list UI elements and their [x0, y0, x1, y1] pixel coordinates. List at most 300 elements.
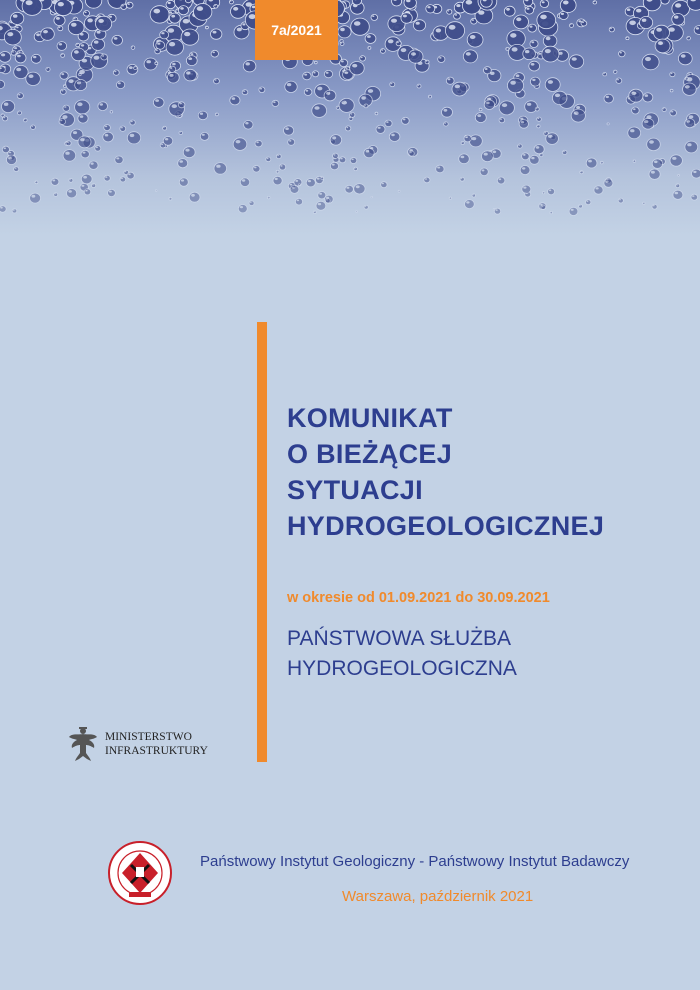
droplet: [449, 197, 451, 199]
title-line-2: O BIEŻĄCEJ: [287, 439, 453, 469]
droplet: [76, 43, 80, 46]
droplet: [540, 153, 543, 156]
droplet: [155, 49, 161, 54]
droplet: [104, 175, 110, 181]
droplet: [233, 138, 247, 151]
droplet: [537, 125, 540, 128]
droplet: [613, 70, 617, 73]
droplet: [214, 163, 227, 175]
droplet: [325, 199, 330, 203]
droplet: [593, 1, 597, 4]
droplet: [98, 102, 108, 111]
droplet: [417, 84, 421, 88]
droplet: [616, 78, 622, 83]
droplet: [376, 125, 385, 133]
droplet: [318, 192, 326, 199]
droplet: [380, 49, 385, 54]
droplet: [425, 60, 429, 64]
droplet: [78, 136, 91, 148]
droplet: [198, 111, 207, 120]
droplet: [2, 100, 15, 112]
droplet: [438, 56, 445, 63]
droplet: [312, 71, 318, 77]
droplet: [51, 178, 59, 185]
droplet: [150, 6, 169, 23]
droplet: [84, 11, 90, 17]
droplet: [424, 177, 430, 183]
droplet: [103, 132, 114, 142]
droplet: [304, 89, 312, 96]
droplet: [629, 89, 643, 102]
droplet: [670, 72, 675, 77]
title-line-1: KOMUNIKAT: [287, 403, 453, 433]
droplet: [179, 6, 189, 15]
droplet: [385, 120, 392, 127]
droplet: [255, 140, 262, 147]
droplet: [288, 139, 295, 145]
droplet: [381, 182, 387, 188]
droplet: [156, 41, 165, 49]
droplet: [594, 186, 603, 194]
droplet: [55, 0, 73, 16]
droplet: [101, 54, 108, 60]
droplet: [92, 184, 96, 188]
droplet: [96, 16, 112, 31]
droplet: [484, 67, 492, 74]
pig-institute-logo: [107, 840, 173, 906]
droplet: [120, 177, 126, 182]
droplet: [522, 153, 530, 160]
droplet: [11, 51, 16, 56]
droplet: [642, 54, 659, 70]
droplet: [240, 178, 249, 187]
droplet: [654, 25, 670, 40]
droplets-pattern: [0, 0, 700, 235]
droplet: [652, 204, 657, 209]
droplet: [92, 38, 105, 50]
droplet: [14, 167, 19, 172]
service-line-1: PAŃSTWOWA SŁUŻBA: [287, 627, 512, 650]
droplet: [365, 34, 376, 44]
droplet: [364, 205, 368, 209]
droplet: [649, 169, 660, 179]
droplet: [626, 37, 629, 40]
droplet: [211, 50, 218, 57]
droplet: [445, 22, 464, 40]
title-line-4: HYDROGEOLOGICZNEJ: [287, 511, 605, 541]
droplet: [276, 154, 281, 158]
droplet: [571, 109, 585, 122]
droplet: [541, 205, 546, 209]
droplet: [215, 113, 218, 116]
droplet: [482, 151, 494, 162]
droplet: [338, 26, 351, 38]
droplet: [104, 125, 111, 131]
droplet: [167, 72, 179, 83]
droplet: [447, 9, 452, 14]
droplet: [460, 177, 464, 181]
droplet: [670, 155, 682, 166]
droplet: [560, 0, 576, 13]
droplet: [692, 169, 700, 178]
droplet: [392, 0, 402, 6]
droplet: [303, 72, 311, 80]
droplet: [253, 166, 260, 173]
droplet: [640, 16, 653, 28]
droplet: [169, 197, 172, 200]
title-line-3: SYTUACJI: [287, 475, 423, 505]
droplet: [186, 56, 197, 66]
droplet: [618, 198, 623, 203]
droplet: [507, 78, 523, 93]
droplet: [540, 0, 548, 8]
droplet: [127, 172, 134, 179]
droplet: [299, 184, 301, 186]
droplet: [242, 90, 248, 95]
droplet: [481, 0, 493, 7]
droplet: [356, 211, 358, 213]
droplet: [113, 70, 119, 75]
droplet: [530, 40, 538, 47]
droplet: [586, 158, 597, 168]
droplet: [6, 155, 16, 164]
droplet: [528, 24, 537, 32]
droplet: [402, 117, 410, 124]
droplet: [647, 138, 661, 151]
droplet: [110, 111, 113, 113]
droplet: [364, 148, 374, 158]
droplet: [586, 200, 591, 205]
droplet: [81, 174, 92, 184]
droplet: [350, 158, 357, 164]
droplet: [160, 31, 169, 39]
droplet: [390, 82, 395, 87]
droplet: [694, 26, 700, 35]
droplet: [685, 141, 698, 153]
droplet: [442, 107, 453, 117]
droplet: [633, 160, 636, 162]
droplet: [467, 33, 483, 48]
droplet: [401, 13, 412, 24]
droplet: [276, 170, 279, 173]
droplet: [642, 118, 654, 129]
droplet: [46, 67, 50, 71]
droplet: [166, 0, 175, 8]
droplet: [30, 193, 41, 203]
droplet: [368, 47, 371, 50]
droplet: [465, 200, 475, 209]
document-title: [287, 400, 604, 544]
droplet: [499, 101, 514, 115]
ministry-line-2: INFRASTRUKTURY: [105, 745, 208, 757]
droplet: [600, 161, 603, 164]
droplet: [413, 20, 425, 31]
droplet: [285, 81, 297, 92]
droplet: [134, 66, 138, 69]
droplet: [569, 207, 578, 215]
droplet: [340, 59, 348, 66]
droplet: [604, 179, 613, 187]
droplet: [643, 202, 645, 204]
droplet: [185, 0, 191, 3]
droplet: [153, 98, 164, 108]
droplet: [75, 100, 90, 114]
droplet: [155, 190, 157, 192]
droplet: [66, 141, 71, 146]
droplet: [243, 60, 256, 72]
droplet: [189, 192, 200, 202]
droplet: [514, 15, 529, 29]
droplet: [632, 107, 640, 114]
droplet: [24, 118, 28, 121]
droplet: [409, 151, 414, 156]
droplet: [75, 80, 87, 91]
droplet: [545, 78, 560, 92]
droplet: [31, 125, 36, 129]
droplet: [316, 201, 326, 210]
droplet: [350, 112, 355, 117]
droplet: [267, 196, 270, 198]
droplet: [163, 137, 173, 146]
droplet: [570, 24, 574, 28]
droplet: [655, 39, 670, 53]
droplet: [0, 52, 11, 63]
droplet: [345, 185, 353, 193]
droplet: [295, 198, 302, 205]
droplet: [542, 46, 559, 62]
droplet: [155, 62, 158, 65]
droplet: [115, 156, 123, 164]
droplet: [506, 48, 509, 51]
droplet: [284, 126, 294, 135]
droplet: [350, 61, 365, 74]
droplet: [479, 108, 482, 111]
droplet: [279, 164, 285, 170]
droplet: [57, 42, 67, 51]
droplet: [41, 28, 55, 40]
droplet: [116, 81, 124, 89]
droplet: [643, 93, 653, 102]
droplet: [230, 96, 240, 105]
droplet: [330, 135, 342, 146]
droplet: [17, 93, 23, 99]
droplet: [530, 77, 540, 86]
droplet: [542, 192, 544, 194]
droplet: [404, 0, 416, 8]
droplet: [609, 27, 614, 32]
droplet: [525, 6, 534, 14]
droplet: [169, 66, 176, 72]
ministry-name: [105, 730, 208, 758]
droplet: [408, 50, 423, 63]
droplet: [426, 5, 435, 13]
droplet: [63, 105, 70, 111]
droplet: [548, 188, 555, 195]
institute-name: Państwowy Instytut Geologiczny - Państwowy Instytut Badawczy: [200, 853, 630, 870]
droplet: [194, 4, 212, 21]
droplet: [26, 72, 41, 85]
droplet: [454, 13, 461, 19]
droplet: [524, 0, 533, 6]
droplet: [244, 121, 253, 130]
droplet: [0, 206, 6, 213]
droplet: [464, 135, 471, 142]
droplet: [312, 104, 327, 118]
droplet: [520, 166, 530, 175]
droplet: [475, 113, 486, 123]
droplet: [0, 66, 5, 73]
droplet: [687, 37, 691, 40]
droplet: [354, 184, 365, 194]
droplet: [324, 70, 332, 77]
droplet: [340, 42, 344, 45]
droplet: [69, 179, 73, 183]
droplet: [429, 95, 432, 98]
droplet: [272, 100, 279, 106]
droplet: [607, 123, 609, 125]
droplet: [330, 162, 338, 169]
droplet: [0, 80, 5, 88]
droplet: [552, 91, 567, 104]
droplet: [79, 73, 82, 75]
droplet: [579, 204, 583, 208]
droplet: [519, 120, 528, 129]
droplet: [672, 13, 685, 25]
droplet: [184, 69, 197, 81]
droplet: [31, 54, 41, 63]
droplet: [11, 12, 24, 24]
droplet: [581, 21, 587, 26]
droplet: [4, 29, 21, 45]
droplet: [537, 12, 556, 29]
droplet: [60, 89, 66, 94]
droplet: [72, 48, 86, 61]
issue-badge: 7a/2021: [255, 0, 338, 60]
droplet: [273, 176, 282, 185]
droplet: [61, 54, 65, 58]
droplet: [214, 78, 220, 83]
droplet: [676, 184, 680, 188]
droplet: [670, 89, 673, 92]
droplet: [67, 189, 77, 198]
droplet: [569, 55, 584, 69]
droplet: [662, 108, 666, 112]
droplet: [683, 83, 697, 95]
droplet: [499, 118, 505, 123]
droplet: [200, 132, 209, 140]
droplet: [345, 126, 350, 131]
droplet: [130, 120, 135, 125]
droplet: [619, 51, 626, 57]
droplet: [691, 194, 698, 200]
droplet: [360, 56, 366, 61]
droplet: [131, 46, 135, 49]
droplet: [84, 189, 91, 195]
droplet: [179, 131, 183, 134]
droplet: [266, 157, 271, 162]
droplet: [678, 52, 692, 65]
droplet: [604, 94, 613, 103]
droplet: [375, 112, 378, 115]
droplet: [685, 119, 695, 128]
droplet: [452, 82, 467, 96]
droplet: [85, 0, 101, 8]
droplet: [22, 0, 42, 15]
droplet: [35, 181, 38, 184]
droplet: [321, 177, 324, 180]
droplet: [3, 116, 8, 121]
droplet: [550, 211, 553, 213]
droplet: [529, 61, 540, 71]
droplet: [685, 78, 688, 81]
droplet: [670, 110, 677, 116]
droplet: [169, 13, 180, 23]
droplet: [522, 185, 531, 193]
droplet: [89, 161, 98, 169]
droplet: [306, 179, 315, 187]
droplet: [444, 122, 449, 126]
droplet: [81, 150, 89, 158]
droplet: [63, 150, 76, 162]
droplet: [127, 132, 140, 144]
droplet: [58, 26, 63, 31]
droplet: [95, 146, 101, 152]
droplet: [546, 133, 559, 145]
droplet: [661, 0, 670, 4]
droplet: [603, 73, 607, 76]
droplet: [68, 20, 84, 34]
droplet: [60, 72, 68, 79]
place-and-date: Warszawa, październik 2021: [342, 888, 534, 905]
droplet: [351, 18, 370, 35]
droplet: [504, 6, 515, 16]
droplet: [205, 26, 208, 29]
droplet: [163, 126, 167, 130]
droplet: [231, 4, 246, 18]
droplet: [463, 50, 477, 63]
droplet: [354, 167, 358, 170]
droplet: [120, 126, 126, 131]
droplet: [673, 190, 683, 199]
droplet: [472, 194, 475, 197]
droplet: [652, 159, 662, 169]
droplet: [229, 0, 233, 4]
droplet: [126, 2, 133, 8]
droplet: [494, 208, 500, 214]
droplet: [339, 98, 354, 112]
droplet: [108, 189, 116, 196]
droplet: [313, 211, 316, 214]
droplet: [290, 185, 299, 193]
ministry-line-1: MINISTERSTWO: [105, 731, 192, 743]
droplet: [678, 175, 680, 177]
droplet: [497, 177, 505, 184]
droplet: [459, 154, 470, 164]
droplet: [333, 153, 339, 158]
droplet: [534, 145, 544, 154]
droplet: [121, 4, 127, 9]
droplet: [54, 15, 65, 25]
period-text: w okresie od 01.09.2021 do 30.09.2021: [287, 590, 550, 606]
service-line-2: HYDROGEOLOGICZNA: [287, 657, 517, 680]
droplet: [166, 39, 183, 55]
droplet: [535, 107, 539, 111]
water-droplets-image: [0, 0, 700, 235]
service-name: [287, 624, 517, 684]
droplet: [59, 119, 66, 125]
droplet: [183, 147, 195, 158]
accent-bar: [257, 322, 267, 762]
